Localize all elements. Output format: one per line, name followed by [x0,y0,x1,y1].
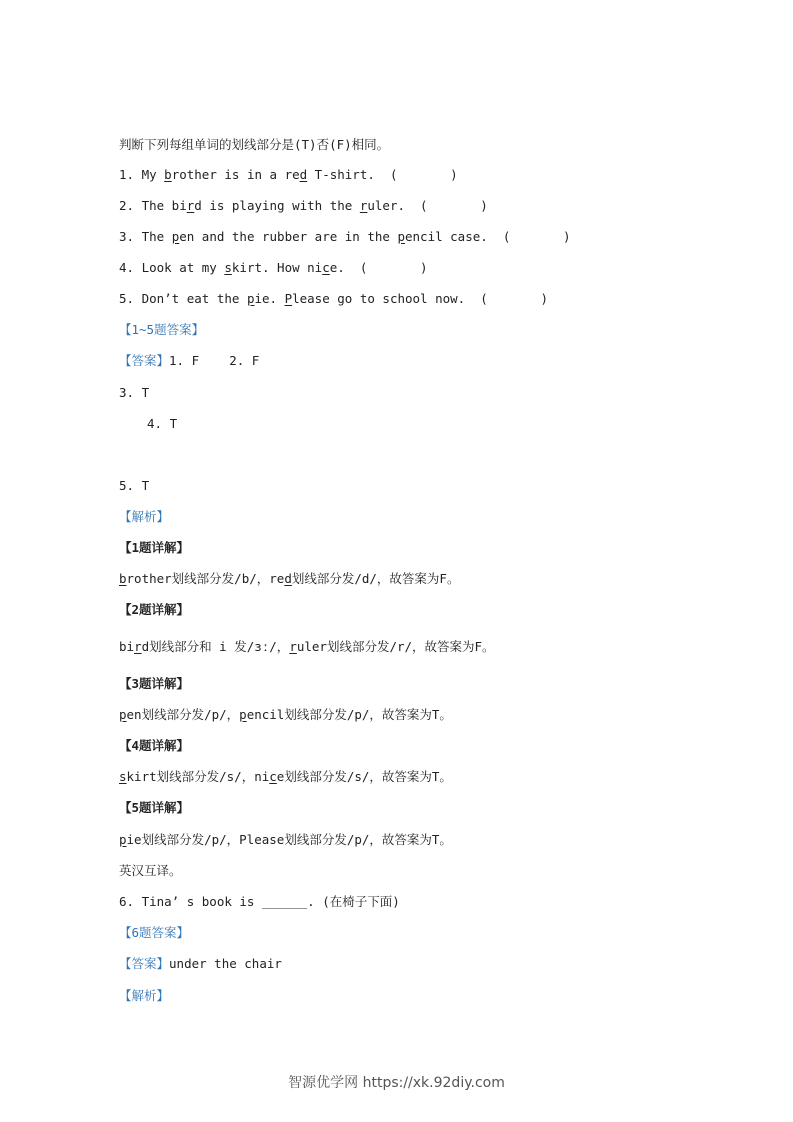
analysis-label-6: 【解析】 [119,988,170,1003]
answer-header-1-5: 【1~5题答案】 [119,322,205,337]
detail-4: skirt划线部分发/s/，nice划线部分发/s/，故答案为T。 [119,769,452,784]
detail-4-title: 【4题详解】 [119,738,190,753]
translate-instruction: 英汉互译。 [119,863,182,878]
question-1: 1. My brother is in a red T-shirt. ( ) [119,167,458,182]
question-3: 3. The pen and the rubber are in the pencil case. ( ) [119,229,571,244]
footer-watermark: 智源优学网 https://xk.92diy.com [288,1075,505,1091]
analysis-label: 【解析】 [119,509,170,524]
detail-1-title: 【1题详解】 [119,540,190,555]
detail-3-title: 【3题详解】 [119,676,190,691]
instruction: 判断下列每组单词的划线部分是(T)否(F)相同。 [119,137,390,152]
detail-3: pen划线部分发/p/，pencil划线部分发/p/，故答案为T。 [119,707,452,722]
answer-6: 【答案】under the chair [119,956,282,971]
question-5: 5. Don’t eat the pie. Please go to school now. ( ) [119,291,548,306]
question-2: 2. The bird is playing with the ruler. ( ) [119,198,488,213]
answer-3: 3. T [119,385,150,400]
answer-1-2: 【答案】1. F 2. F [119,353,260,368]
answer-header-6: 【6题答案】 [119,925,190,940]
question-4: 4. Look at my skirt. How nice. ( ) [119,260,428,275]
answer-4: 4. T [147,416,178,431]
answer-5: 5. T [119,478,150,493]
detail-5-title: 【5题详解】 [119,800,190,815]
detail-2-title: 【2题详解】 [119,602,190,617]
detail-1: brother划线部分发/b/，red划线部分发/d/，故答案为F。 [119,571,460,586]
question-6: 6. Tina’ s book is ______. (在椅子下面) [119,894,400,909]
detail-2: bird划线部分和 i 发/ɜː/，ruler划线部分发/r/，故答案为F。 [119,639,495,654]
detail-5: pie划线部分发/p/，Please划线部分发/p/，故答案为T。 [119,832,452,847]
